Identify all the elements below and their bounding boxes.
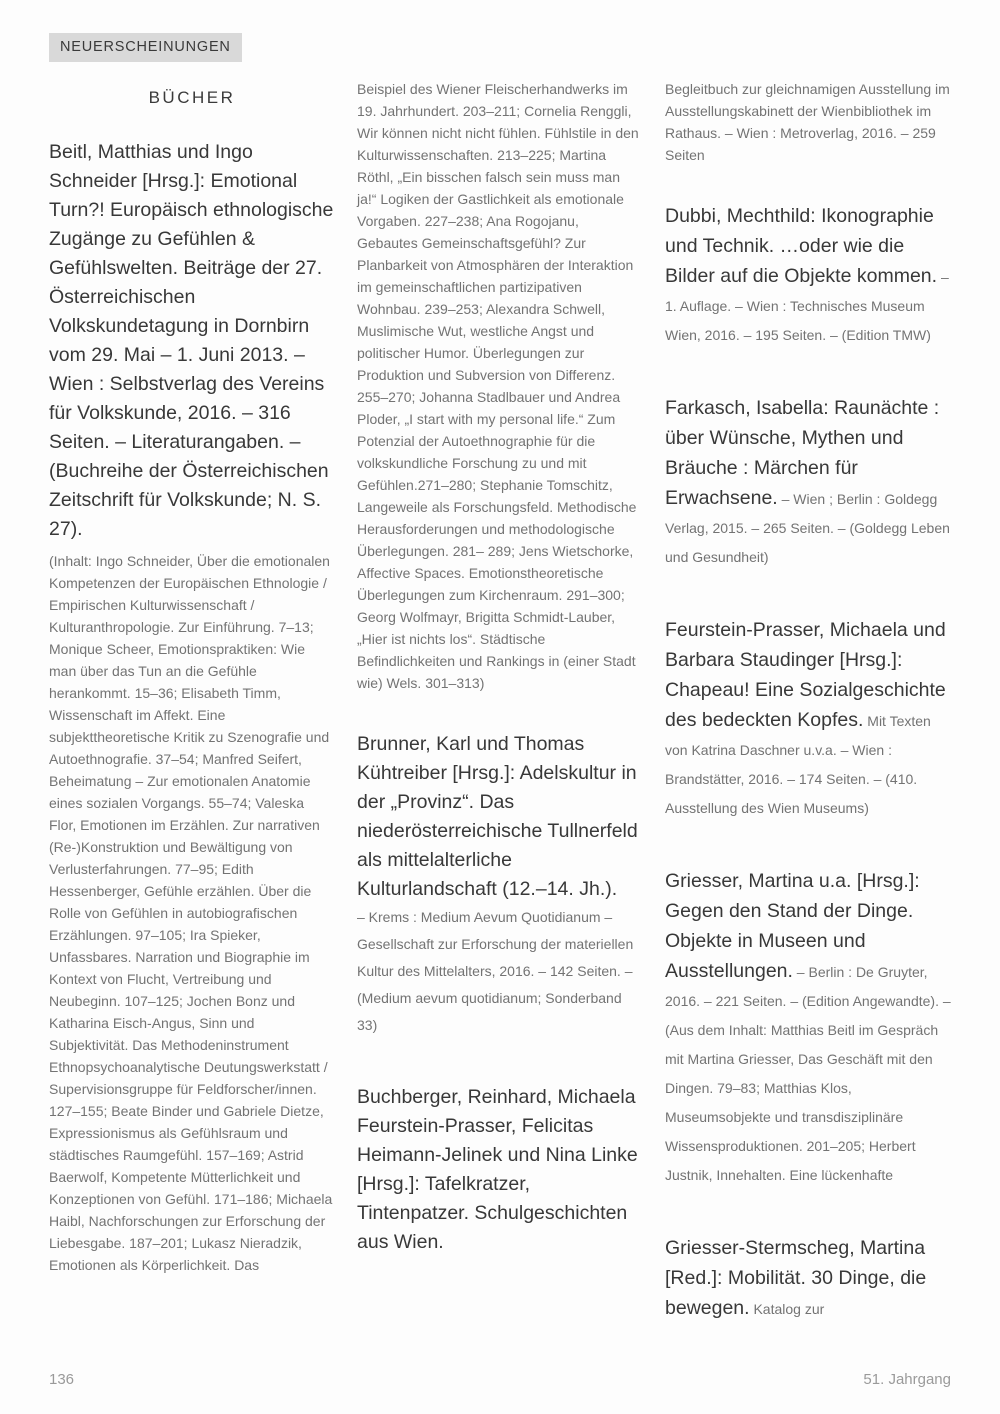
entry-title-brunner: Brunner, Karl und Thomas Kühtreiber [Hrsg.]: Adelskultur in der „Provinz“. Das niederösterreichische Tullnerfeld als mittelalterliche Kulturlandschaft (12.–14. Jh.). [357,733,638,900]
publication-entry-buchberger [357,1083,643,1257]
entry-detail-farkasch: – Wien ; Berlin : Goldegg Verlag, 2015. – 265 Seiten. – (Goldegg Leben und Gesundheit) [665,491,950,565]
entry-title-farkasch: Farkasch, Isabella: Raunächte : über Wünsche, Mythen und Bräuche : Märchen für Erwachsene. [665,397,940,509]
neuerscheinungen-label-text: NEUERSCHEINUNGEN [60,39,231,55]
entry-title-buchberger: Buchberger, Reinhard, Michaela Feurstein-Prasser, Felicitas Heimann-Jelinek und Nina Linke [Hrsg.]: Tafelkratzer, Tintenpatzer. Schulgeschichten aus Wien. [357,1086,638,1253]
volume-label: 51. Jahrgang [863,1371,951,1388]
column-right [665,33,951,1340]
entry-detail-buchberger-continuation: Begleitbuch zur gleichnamigen Ausstellung im Ausstellungskabinett der Wienbibliothek im Rathaus. – Wien : Metroverlag, 2016. – 259 Seiten [665,81,950,163]
publication-entry-feurstein-prasser [665,616,951,823]
entry-title-griesser-stermscheg: Griesser-Stermscheg, Martina [Red.]: Mobilität. 30 Dinge, die bewegen. [665,1237,927,1319]
publication-entry-griesser-stermscheg [665,1234,951,1324]
column-middle [357,33,643,1340]
neuerscheinungen-label [49,33,242,62]
page-number: 136 [49,1371,75,1388]
entry-detail-brunner: – Krems : Medium Aevum Quotidianum – Gesellschaft zur Erforschung der materiellen Kultur des Mittelalters, 2016. – 142 Seiten. – (Medium aevum quotidianum; Sonderband 33) [357,909,634,1033]
section-heading-buecher: BÜCHER [148,88,236,107]
entry-contents-beitl-continuation: Beispiel des Wiener Fleischerhandwerks im 19. Jahrhundert. 203–211; Cornelia Renggli, Wir können nicht nicht fühlen. Fühlstile in den Kulturwissenschaften. 213–225; Martina Röthl, „Ein bisschen falsch sein muss man ja!“ Logiken der Gastlichkeit als emotionale Vorgaben. 227–238; Ana Rogojanu, Gebautes Gemeinschaftsgefühl? Zur Planbarkeit von Atmosphären der Interaktion im gemeinschaftlichen partizipativen Wohnbau. 239–253; Alexandra Schwell, Muslimische Wut, westliche Angst und politischer Humor. Überlegungen zur Produktion und Subversion von Differenz. 255–270; Johanna Stadlbauer und Andrea Ploder, „I start with my personal life.“ Zum Potenzial der Autoethnographie für die volkskundliche Forschung zu und mit Gefühlen.271–280; Stephanie Tomschitz, Langeweile als Forschungsfeld. Methodische Herausforderungen und methodologische Überlegungen. 281– 289; Jens Wietschorke, Affective Spaces. Emotionstheoretische Überlegungen zum Kirchenraum. 291–300; Georg Wolfmayr, Brigitta Schmidt-Lauber, „Hier ist nichts los“. Städtische Befindlichkeiten und Rankings in (einer Stadt wie) Wels. 301–313) [357,81,639,691]
entry-detail-feurstein-prasser: Mit Texten von Katrina Daschner u.v.a. – Wien : Brandstätter, 2016. – 174 Seiten. – (410. Ausstellung des Wien Museums) [665,713,931,816]
entry-contents-beitl: (Inhalt: Ingo Schneider, Über die emotionalen Kompetenzen der Europäischen Ethnologie / Empirischen Kulturwissenschaft / Kulturanthropologie. Zur Einführung. 7–13; Monique Scheer, Emotionspraktiken: Wie man über das Tun an die Gefühle herankommt. 15–36; Elisabeth Timm, Wissenschaft im Affekt. Eine subjekttheoretische Kritik zu Szenografie und Autoethnografie. 37–54; Manfred Seifert, Beheimatung – Zur emotionalen Anatomie eines sozialen Vorgangs. 55–74; Valeska Flor, Emotionen im Erzählen. Zur narrativen (Re-)Konstruktion und Bewältigung von Verlusterfahrungen. 77–95; Edith Hessenberger, Gefühle erzählen. Über die Rolle von Gefühlen in autobiografischen Erzählungen. 97–105; Ira Spieker, Unfassbares. Narration und Biographie im Kontext von Flucht, Vertreibung und Neubeginn. 107–125; Jochen Bonz und Katharina Eisch-Angus, Sinn und Subjektivität. Das Methodeninstrument Ethnopsychoanalytische Deutungswerkstatt / Supervisionsgruppe für Feldforscher/innen. 127–155; Beate Binder und Gabriele Dietze, Expressionismus als Gefühlsraum und städtisches Raumgefühl. 157–169; Astrid Baerwolf, Kompetente Mütterlichkeit und Konzeptionen von Gefühl. 171–186; Michaela Haibl, Nachforschungen zur Erforschung der Liebesgabe. 187–201; Lukasz Nieradzik, Emotionen als Körperlichkeit. Das [49,553,333,1273]
publication-entry-dubbi [665,202,951,350]
page-footer [49,1371,951,1388]
publication-entry-brunner [357,730,643,1039]
entry-detail-dubbi: – 1. Auflage. – Wien : Technisches Museum Wien, 2016. – 195 Seiten. – (Edition TMW) [665,269,949,343]
publication-entry-beitl [49,138,335,1276]
entry-detail-griesser: – Berlin : De Gruyter, 2016. – 221 Seiten. – (Edition Angewandte). – (Aus dem Inhalt: Matthias Beitl im Gespräch mit Martina Griesser, Das Geschäft mit den Dingen. 79–83; Matthias Klos, Museumsobjekte und transdisziplinäre Wissensproduktionen. 201–205; Herbert Justnik, Innehalten. Eine lückenhafte [665,964,951,1183]
entry-detail-griesser-stermscheg: Katalog zur [749,1301,825,1317]
publication-entry-farkasch [665,394,951,572]
column-left [49,33,335,1340]
publication-entry-griesser [665,867,951,1190]
entry-title-dubbi: Dubbi, Mechthild: Ikonographie und Technik. …oder wie die Bilder auf die Objekte kommen. [665,205,938,287]
content-columns [49,33,951,1340]
entry-title-feurstein-prasser: Feurstein-Prasser, Michaela und Barbara Staudinger [Hrsg.]: Chapeau! Eine Sozialgeschichte des bedeckten Kopfes. [665,619,946,731]
entry-title-griesser: Griesser, Martina u.a. [Hrsg.]: Gegen den Stand der Dinge. Objekte in Museen und Ausstellungen. [665,870,920,982]
entry-title-beitl: Beitl, Matthias und Ingo Schneider [Hrsg.]: Emotional Turn?! Europäisch ethnologische Zugänge zu Gefühlen & Gefühlswelten. Beiträge der 27. Österreichischen Volkskundetagung in Dornbirn vom 29. Mai – 1. Juni 2013. – Wien : Selbstverlag des Vereins für Volkskunde, 2016. – 316 Seiten. – Literaturangaben. – (Buchreihe der Österreichischen Zeitschrift für Volkskunde; N. S. 27). [49,141,334,540]
